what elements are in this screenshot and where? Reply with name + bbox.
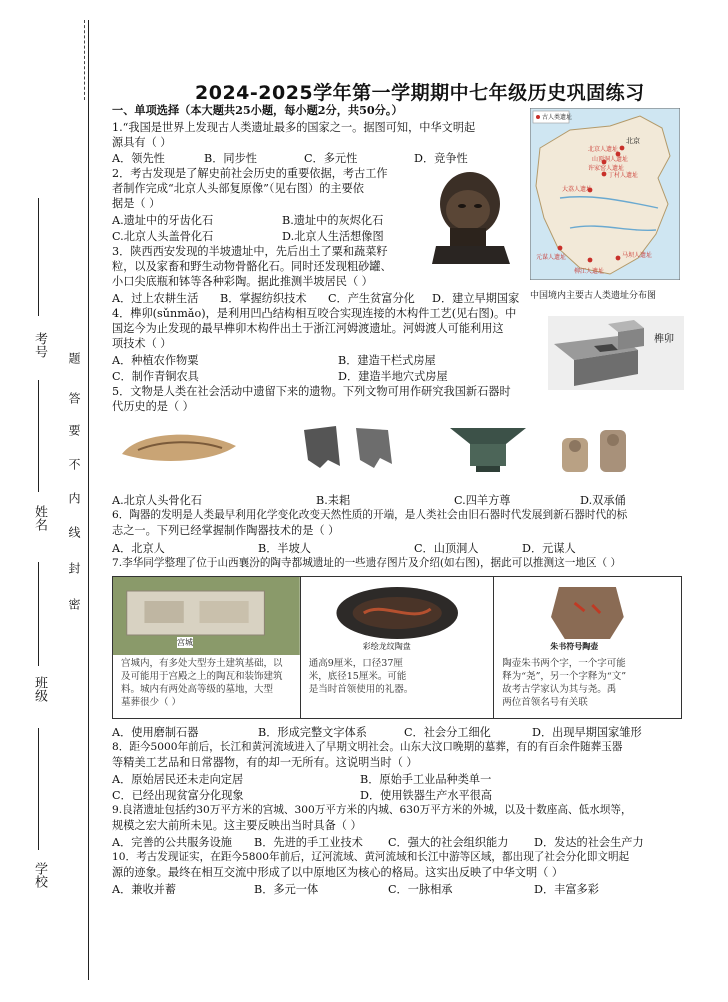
relic-cell-dragon-plate bbox=[300, 577, 493, 719]
dragon-plate-text-1: 通高9厘米，口径37厘 bbox=[308, 658, 403, 669]
q5-option-a[interactable]: A.北京人头骨化石 bbox=[112, 494, 202, 507]
dragon-plate-text-2: 米，底径15厘米。可能 bbox=[308, 671, 407, 682]
exam-number-label: 考号 bbox=[32, 332, 47, 358]
taosi-relics-table bbox=[112, 576, 682, 719]
q10-option-c[interactable]: C．一脉相承 bbox=[388, 883, 453, 896]
name-blank[interactable] bbox=[38, 380, 39, 492]
q4-stem-1: 4．榫卯(sǔnmǎo)，是利用凹凸结构相互咬合实现连接的木构件工艺(见右图)。中 bbox=[112, 307, 517, 320]
q4-option-a[interactable]: A．种植农作物粟 bbox=[112, 354, 199, 367]
palace-text-2: 及可能用于宫殿之上的陶瓦和装饰建筑 bbox=[121, 671, 283, 682]
q1-option-d[interactable]: D．竞争性 bbox=[414, 152, 468, 165]
q2-option-d[interactable]: D.北京人生活想像图 bbox=[282, 230, 384, 243]
q9-stem-1: 9.良渚遗址包括约30万平方米的宫城、300万平方米的内城、630万平方米的外城，以及十数座高、低水坝等， bbox=[112, 804, 632, 816]
q6-stem-2: 志之一。下列已经掌握制作陶器技术的是（ ） bbox=[112, 524, 340, 537]
q6-option-d[interactable]: D．元谋人 bbox=[522, 542, 576, 555]
q4-option-d[interactable]: D．建造半地穴式房屋 bbox=[338, 370, 448, 383]
q1-stem-2: 源具有（ ） bbox=[112, 136, 172, 149]
q7-stem-1: 7.李华同学整理了位于山西襄汾的陶寺都城遗址的一些遗存图片及介绍(如右图)，据此可以推测这一地区（ ） bbox=[112, 557, 622, 569]
seal-char-7: 封 bbox=[67, 562, 81, 574]
map-label-beijingren: 北京人遗址 bbox=[588, 146, 619, 153]
dragon-plate-text-3: 是当时首领使用的礼器。 bbox=[308, 684, 414, 695]
class-blank[interactable] bbox=[38, 562, 39, 666]
section-heading: 一、单项选择（本大题共25小题，每小题2分，共50分。） bbox=[112, 103, 403, 117]
seal-char-5: 内 bbox=[67, 492, 81, 504]
q5-stem-1: 5．文物是人类在社会活动中遗留下来的遗物。下列文物可用作研究我国新石器时 bbox=[112, 385, 511, 398]
q6-option-b[interactable]: B．半坡人 bbox=[258, 542, 311, 555]
q3-option-d[interactable]: D．建立早期国家 bbox=[432, 292, 520, 305]
vermilion-jar-image bbox=[494, 577, 681, 655]
q9-option-b[interactable]: B．先进的手工业技术 bbox=[254, 836, 363, 849]
q2-option-b[interactable]: B.遗址中的灰烬化石 bbox=[282, 214, 384, 227]
jar-text-1: 陶壶朱书两个字，一个字可能 bbox=[502, 658, 626, 669]
jar-text-3: 故考古学家认为其与尧。禹 bbox=[502, 684, 617, 695]
map-label-shandingdong: 山顶洞人遗址 bbox=[592, 156, 629, 163]
q3-option-b[interactable]: B．掌握纺织技术 bbox=[220, 292, 307, 305]
q1-option-c[interactable]: C．多元性 bbox=[304, 152, 358, 165]
seal-char-8: 密 bbox=[67, 598, 81, 610]
map-label-xujiayao: 许家窑人遗址 bbox=[588, 165, 625, 172]
seal-char-3: 要 bbox=[67, 424, 81, 436]
q10-option-d[interactable]: D．丰富多彩 bbox=[534, 883, 599, 896]
map-label-maba: 马坝人遗址 bbox=[622, 252, 653, 259]
map-label-dingcun: 丁村人遗址 bbox=[608, 172, 639, 179]
q3-stem-1: 3．陕西西安发现的半坡遗址中，先后出土了粟和蔬菜籽 bbox=[112, 245, 388, 258]
q2-stem-1: 2．考古发现是了解史前社会历史的重要依据，考古工作 bbox=[112, 167, 388, 180]
binding-line bbox=[88, 20, 89, 980]
q8-option-c[interactable]: C．已经出现贫富分化现象 bbox=[112, 789, 244, 802]
name-label: 姓名 bbox=[32, 505, 47, 531]
q9-option-d[interactable]: D．发达的社会生产力 bbox=[534, 836, 644, 849]
jar-text-2: 释为“尧”，另一个字释为“文” bbox=[502, 671, 627, 682]
q2-option-a[interactable]: A.遗址中的牙齿化石 bbox=[112, 214, 214, 227]
q7-option-d[interactable]: D．出现早期国家雏形 bbox=[532, 726, 642, 739]
q4-option-b[interactable]: B．建造干栏式房屋 bbox=[338, 354, 436, 367]
page-title: 2024-2025学年第一学期期中七年级历史巩固练习 bbox=[195, 82, 645, 104]
q5-option-b[interactable]: B.耒耜 bbox=[316, 494, 351, 507]
school-blank[interactable] bbox=[38, 728, 39, 850]
q7-option-b[interactable]: B．形成完整文字体系 bbox=[258, 726, 367, 739]
q10-option-b[interactable]: B．多元一体 bbox=[254, 883, 319, 896]
q9-option-a[interactable]: A．完善的公共服务设施 bbox=[112, 836, 232, 849]
q4-stem-2: 国迄今为止发现的最早榫卯木构件出土于浙江河姆渡遗址。河姆渡人可能利用这 bbox=[112, 322, 504, 335]
seal-char-1: 题 bbox=[67, 352, 81, 364]
jar-text-4: 两位首领名号有关联 bbox=[502, 697, 588, 708]
vermilion-jar-label: 朱书符号陶壶 bbox=[550, 641, 599, 651]
q6-option-a[interactable]: A．北京人 bbox=[112, 542, 165, 555]
palace-label: 宫城 bbox=[177, 638, 193, 647]
map-caption: 中国境内主要古人类遗址分布图 bbox=[530, 291, 657, 301]
q2-stem-3: 据是（ ） bbox=[112, 197, 161, 210]
palace-ruins-image bbox=[113, 577, 300, 655]
map-legend: 古人类遗址 bbox=[542, 114, 573, 121]
q9-option-c[interactable]: C．强大的社会组织能力 bbox=[388, 836, 509, 849]
four-ram-zun-image bbox=[446, 424, 530, 474]
q1-option-b[interactable]: B．同步性 bbox=[204, 152, 257, 165]
q5-stem-2: 代历史的是（ ） bbox=[112, 400, 194, 413]
q3-option-a[interactable]: A．过上农耕生活 bbox=[112, 292, 199, 305]
palace-text-1: 宫城内，有多处大型夯土建筑基础，以 bbox=[121, 658, 283, 669]
map-label-liujiang: 柳江人遗址 bbox=[574, 268, 605, 275]
q1-option-a[interactable]: A．领先性 bbox=[112, 152, 165, 165]
map-label-dali: 大荔人遗址 bbox=[562, 186, 593, 193]
q9-stem-2: 规模之宏大前所未见。这主要反映出当时具备（ ） bbox=[112, 819, 362, 832]
palace-text-4: 墓葬很少（ ） bbox=[121, 697, 182, 708]
q8-stem-1: 8．距今5000年前后，长江和黄河流域进入了早期文明社会。山东大汶口晚期的墓葬，有的有百余件随葬玉器 bbox=[112, 741, 623, 753]
dragon-plate-label: 彩绘龙纹陶盘 bbox=[362, 642, 411, 651]
q5-option-c[interactable]: C.四羊方尊 bbox=[454, 494, 511, 507]
q5-option-d[interactable]: D.双承俑 bbox=[580, 494, 626, 507]
q8-option-d[interactable]: D．使用铁器生产水平很高 bbox=[360, 789, 493, 802]
peking-man-bust-image bbox=[412, 166, 520, 266]
mortise-tenon-image bbox=[548, 316, 684, 390]
relic-cell-palace bbox=[113, 577, 301, 719]
site-distribution-map bbox=[530, 108, 680, 280]
map-label-yuanmou: 元谋人遗址 bbox=[536, 254, 567, 261]
exam-number-blank[interactable] bbox=[38, 198, 39, 316]
skull-fossil-image bbox=[118, 426, 240, 468]
q3-stem-3: 小口尖底瓶和钵等各种彩陶。据此推测半坡居民（ ） bbox=[112, 275, 373, 288]
school-label: 学校 bbox=[32, 862, 47, 888]
q10-stem-2: 源的迹象。最终在相互交流中形成了以中原地区为核心的格局。这实出反映了中华文明（ ） bbox=[112, 866, 564, 879]
relic-cell-vermilion-jar bbox=[494, 577, 682, 719]
twin-figurine-image bbox=[556, 424, 632, 474]
q4-stem-3: 项技术（ ） bbox=[112, 337, 172, 350]
q1-stem-1: 1.“我国是世界上发现古人类遗址最多的国家之一。据图可知，中华文明起 bbox=[112, 121, 476, 134]
q3-option-c[interactable]: C．产生贫富分化 bbox=[328, 292, 415, 305]
class-label: 班级 bbox=[32, 676, 47, 702]
q10-stem-1: 10．考古发现证实，在距今5800年前后，辽河流域、黄河流域和长江中游等区域，都出现了社会分化即文明起 bbox=[112, 851, 630, 863]
seal-char-4: 不 bbox=[67, 458, 81, 470]
dragon-plate-image bbox=[301, 577, 493, 655]
q7-option-a[interactable]: A．使用磨制石器 bbox=[112, 726, 199, 739]
seal-char-2: 答 bbox=[67, 392, 81, 404]
q2-stem-2: 者制作完成“北京人头部复原像”（见右图）的主要依 bbox=[112, 182, 364, 195]
q8-stem-2: 等精美工艺品和日常器物，有的却一无所有。这说明当时（ ） bbox=[112, 756, 418, 769]
dash-line-top bbox=[84, 20, 85, 100]
q8-option-b[interactable]: B．原始手工业品种类单一 bbox=[360, 773, 492, 786]
q4-option-c[interactable]: C．制作青铜农具 bbox=[112, 370, 199, 383]
q8-option-a[interactable]: A．原始居民还未走向定居 bbox=[112, 773, 244, 786]
q2-option-c[interactable]: C.北京人头盖骨化石 bbox=[112, 230, 214, 243]
q6-stem-1: 6．陶器的发明是人类最早利用化学变化改变天然性质的开端，是人类社会由旧石器时代发展到新石器时代的标 bbox=[112, 509, 628, 521]
leisi-tool-image bbox=[296, 420, 396, 472]
palace-text-3: 料。城内有两处高等级的墓地，大型 bbox=[121, 684, 274, 695]
seal-char-6: 线 bbox=[67, 526, 81, 538]
mortise-tenon-label: 榫卯 bbox=[654, 334, 674, 345]
q3-stem-2: 粒，以及家畜和野生动物骨骼化石。同时还发现粗砂罐、 bbox=[112, 260, 392, 273]
map-label-beijing: 北京 bbox=[626, 137, 640, 145]
q6-option-c[interactable]: C．山顶洞人 bbox=[414, 542, 479, 555]
q10-option-a[interactable]: A．兼收并蓄 bbox=[112, 883, 177, 896]
q7-option-c[interactable]: C．社会分工细化 bbox=[404, 726, 491, 739]
